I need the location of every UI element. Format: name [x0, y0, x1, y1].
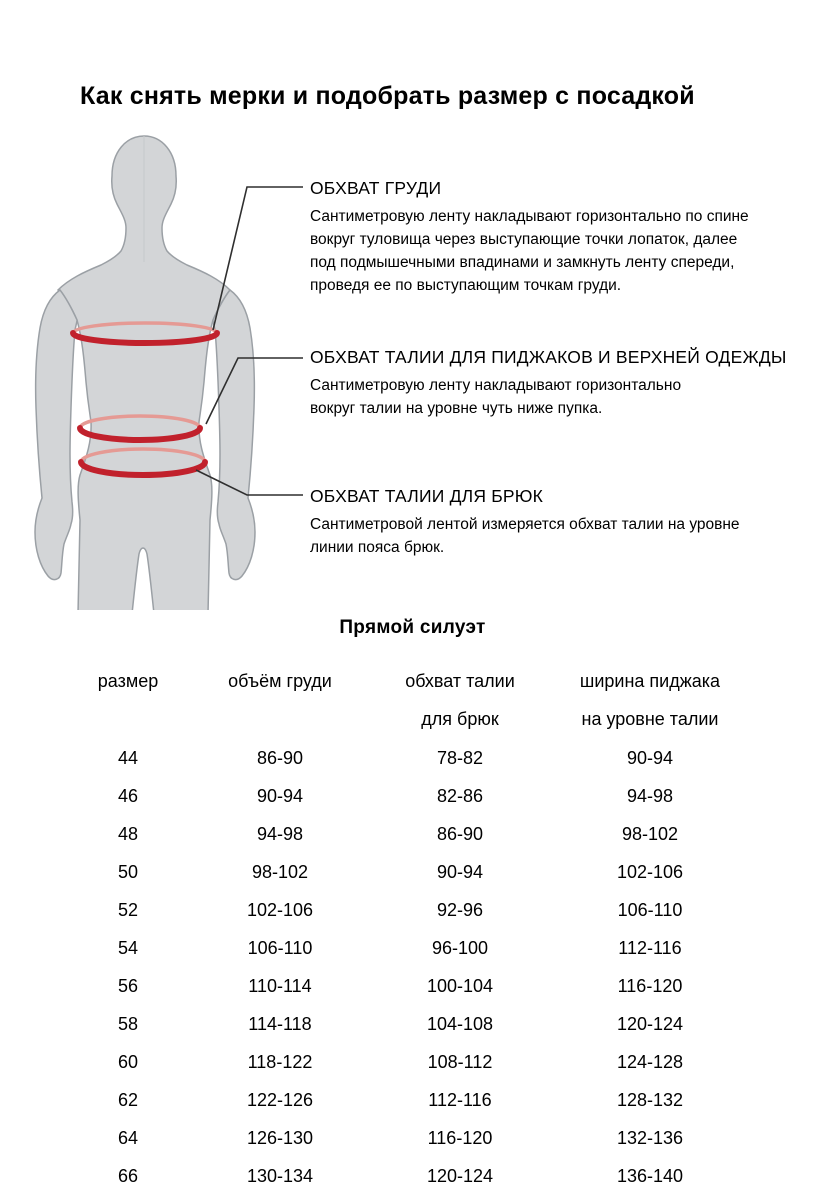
table-cell: 52 [117, 900, 139, 920]
measurement-jacket-waist-description: Сантиметровую ленту накладывают горизонтально вокруг талии на уровне чуть ниже пупка. [310, 377, 682, 417]
table-cell: 116-120 [617, 976, 683, 996]
table-row [70, 1081, 754, 1119]
table-cell: 136-140 [616, 1166, 684, 1186]
table-cell: 112-116 [618, 938, 682, 958]
table-row [70, 1005, 754, 1043]
table-cell: 104-108 [426, 1014, 494, 1034]
column-header-line2 [186, 700, 374, 738]
table-row [70, 929, 754, 967]
table-cell: 98-102 [621, 824, 679, 844]
measurement-chest-description: Сантиметровую ленту накладывают горизонтально по спине вокруг туловища через выступающие точки лопаток, далее под подмышечными впадинами и замкнуть ленту спереди, проведя ее по выступающим точкам груди. [310, 208, 749, 294]
table-cell: 110-114 [248, 976, 312, 996]
table-cell: 126-130 [246, 1128, 314, 1148]
table-cell: 56 [117, 976, 139, 996]
size-table [70, 662, 754, 1195]
table-cell: 122-126 [246, 1090, 314, 1110]
table-cell: 106-110 [617, 900, 683, 920]
table-cell: 50 [117, 862, 139, 882]
table-cell: 62 [117, 1090, 139, 1110]
section-title: Прямой силуэт [339, 617, 486, 638]
table-cell: 90-94 [256, 786, 304, 806]
table-cell: 54 [117, 938, 139, 958]
table-cell: 130-134 [246, 1166, 314, 1186]
table-cell: 132-136 [616, 1128, 684, 1148]
column-header-line2 [70, 700, 186, 738]
table-row [70, 777, 754, 815]
measurement-trouser-waist-label: ОБХВАТ ТАЛИИ ДЛЯ БРЮК [310, 486, 544, 506]
table-cell: 90-94 [436, 862, 484, 882]
column-header: обхват талии [405, 671, 515, 691]
table-cell: 58 [117, 1014, 139, 1034]
table-cell: 66 [117, 1166, 139, 1186]
table-cell: 112-116 [428, 1090, 492, 1110]
table-cell: 114-118 [248, 1014, 312, 1034]
table-cell: 106-110 [247, 938, 313, 958]
table-cell: 78-82 [436, 748, 484, 768]
measurement-trouser-waist-description: Сантиметровой лентой измеряется обхват талии на уровне линии пояса брюк. [310, 516, 740, 556]
table-cell: 124-128 [616, 1052, 684, 1072]
table-cell: 64 [117, 1128, 139, 1148]
table-row [70, 891, 754, 929]
table-header-row-1 [70, 662, 754, 700]
table-cell: 98-102 [251, 862, 309, 882]
table-row [70, 853, 754, 891]
table-cell: 92-96 [436, 900, 484, 920]
column-header: объём груди [228, 671, 332, 691]
measurement-jacket-waist [310, 347, 787, 420]
table-cell: 82-86 [436, 786, 484, 806]
table-cell: 128-132 [616, 1090, 684, 1110]
page-title: Как снять мерки и подобрать размер с посадкой [80, 82, 695, 110]
size-table-body [70, 739, 754, 1195]
measurement-jacket-waist-label: ОБХВАТ ТАЛИИ ДЛЯ ПИДЖАКОВ И ВЕРХНЕЙ ОДЕЖДЫ [310, 347, 787, 367]
table-cell: 44 [117, 748, 139, 768]
column-header: размер [97, 671, 159, 691]
table-cell: 108-112 [427, 1052, 493, 1072]
table-cell: 46 [117, 786, 139, 806]
measurement-chest [310, 178, 758, 297]
table-cell: 118-122 [247, 1052, 313, 1072]
table-cell: 86-90 [256, 748, 304, 768]
measurement-chest-label: ОБХВАТ ГРУДИ [310, 178, 442, 198]
table-row [70, 1043, 754, 1081]
column-header-line2: для брюк [421, 709, 499, 729]
table-cell: 48 [117, 824, 139, 844]
table-row [70, 1119, 754, 1157]
table-cell: 96-100 [431, 938, 489, 958]
column-header: ширина пиджака [579, 671, 721, 691]
table-row [70, 815, 754, 853]
table-cell: 102-106 [246, 900, 314, 920]
table-cell: 116-120 [427, 1128, 493, 1148]
table-cell: 94-98 [626, 786, 674, 806]
table-header-row-2 [70, 700, 754, 738]
table-row [70, 739, 754, 777]
table-cell: 94-98 [256, 824, 304, 844]
table-cell: 86-90 [436, 824, 484, 844]
table-cell: 60 [117, 1052, 139, 1072]
table-row [70, 967, 754, 1005]
table-cell: 90-94 [626, 748, 674, 768]
column-header-line2: на уровне талии [581, 709, 719, 729]
table-cell: 120-124 [616, 1014, 684, 1034]
table-row [70, 1157, 754, 1195]
table-cell: 120-124 [426, 1166, 494, 1186]
table-cell: 102-106 [616, 862, 684, 882]
measurement-trouser-waist [310, 486, 775, 559]
table-cell: 100-104 [426, 976, 494, 996]
